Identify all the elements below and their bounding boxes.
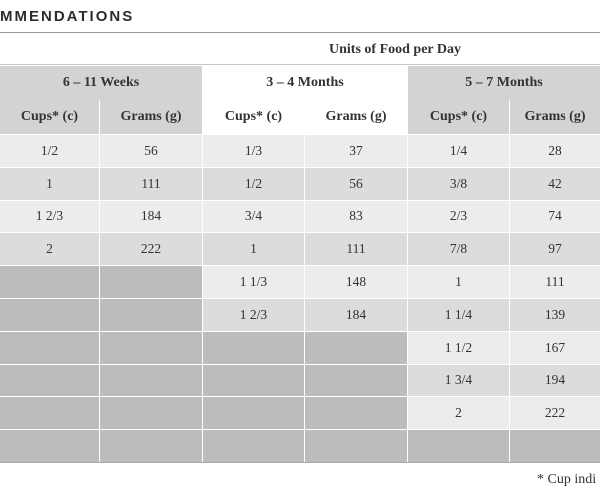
units-label: Units of Food per Day: [329, 42, 461, 57]
table-cell: [408, 430, 509, 462]
table-cell: 1: [203, 233, 304, 265]
table-cell: [0, 365, 99, 397]
table-cell: 111: [510, 266, 600, 298]
table-cell: [100, 365, 202, 397]
table-cell: [0, 397, 99, 429]
table-cell: 56: [305, 168, 407, 200]
table-cell: 74: [510, 201, 600, 233]
table-cell: 139: [510, 299, 600, 331]
page-heading: MMENDATIONS: [0, 8, 135, 25]
table-cell: 111: [100, 168, 202, 200]
table-cell: [0, 430, 99, 462]
table-cell: 111: [305, 233, 407, 265]
table-cell: [305, 397, 407, 429]
table-cell: 1/2: [0, 135, 99, 167]
table-cell: 42: [510, 168, 600, 200]
table-cell: [100, 397, 202, 429]
table-cell: 2: [0, 233, 99, 265]
table-cell: 184: [100, 201, 202, 233]
table-cell: 97: [510, 233, 600, 265]
table-cell: 2/3: [408, 201, 509, 233]
footnote: * Cup indi: [537, 472, 597, 487]
table-cell: 1 1/4: [408, 299, 509, 331]
table-cell: [0, 266, 99, 298]
table-cell: 184: [305, 299, 407, 331]
table-cell: 1/4: [408, 135, 509, 167]
table-cell: 1/2: [203, 168, 304, 200]
table-cell: [203, 332, 304, 364]
table-cell: 3/4: [203, 201, 304, 233]
table-cell: [305, 430, 407, 462]
column-header-5: Grams (g): [510, 100, 600, 134]
column-header-2: Cups* (c): [203, 100, 304, 134]
table-cell: 1 2/3: [203, 299, 304, 331]
table-cell: 7/8: [408, 233, 509, 265]
table-cell: [203, 365, 304, 397]
table-cell: [100, 332, 202, 364]
table-cell: 222: [510, 397, 600, 429]
table-cell: [305, 365, 407, 397]
table-cell: 1/3: [203, 135, 304, 167]
table-cell: 3/8: [408, 168, 509, 200]
table-cell: 1: [408, 266, 509, 298]
group-header-0: 6 – 11 Weeks: [0, 66, 202, 100]
table-cell: 56: [100, 135, 202, 167]
table-cell: 1 2/3: [0, 201, 99, 233]
table-cell: [0, 299, 99, 331]
table-cell: [305, 332, 407, 364]
table-cell: [100, 266, 202, 298]
column-header-1: Grams (g): [100, 100, 202, 134]
table-cell: 37: [305, 135, 407, 167]
column-header-3: Grams (g): [305, 100, 407, 134]
table-cell: 1: [0, 168, 99, 200]
table-cell: [510, 430, 600, 462]
column-header-4: Cups* (c): [408, 100, 509, 134]
column-header-0: Cups* (c): [0, 100, 99, 134]
group-header-1: 3 – 4 Months: [203, 66, 407, 100]
table-cell: [203, 430, 304, 462]
table-cell: [100, 299, 202, 331]
table-cell: [100, 430, 202, 462]
bottom-divider: [0, 462, 600, 463]
table-cell: [0, 332, 99, 364]
table-cell: 222: [100, 233, 202, 265]
table-cell: 2: [408, 397, 509, 429]
table-cell: 83: [305, 201, 407, 233]
table-cell: 1 3/4: [408, 365, 509, 397]
table-cell: 1 1/3: [203, 266, 304, 298]
table-cell: 194: [510, 365, 600, 397]
table-cell: [203, 397, 304, 429]
table-cell: 167: [510, 332, 600, 364]
table-cell: 28: [510, 135, 600, 167]
table-cell: 1 1/2: [408, 332, 509, 364]
table-cell: 148: [305, 266, 407, 298]
group-header-2: 5 – 7 Months: [408, 66, 600, 100]
